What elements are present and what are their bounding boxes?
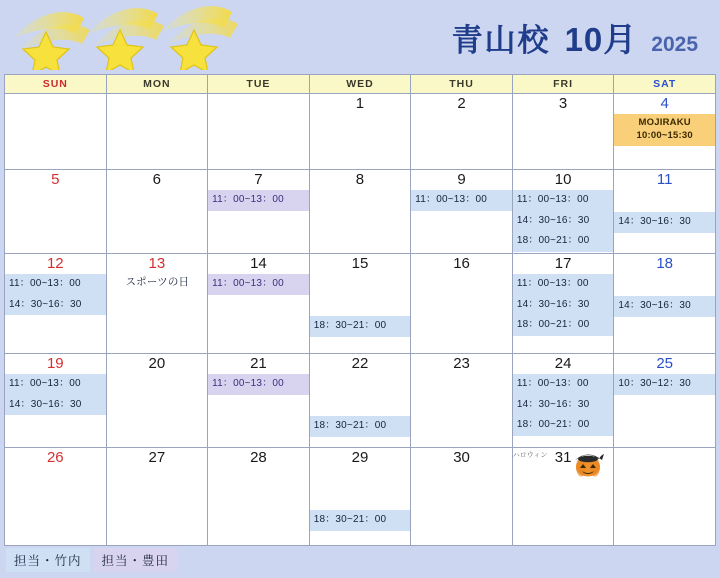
day-number: 30 xyxy=(453,449,470,466)
weekday-wed: WED xyxy=(309,75,411,94)
day-cell[interactable] xyxy=(309,254,411,354)
day-number: 19 xyxy=(46,355,64,372)
spacer xyxy=(310,274,411,316)
page-header xyxy=(0,0,720,74)
school-name: 青山校 xyxy=(451,22,551,58)
day-cell[interactable] xyxy=(411,170,513,254)
day-number: 2 xyxy=(457,95,466,112)
day-cell[interactable] xyxy=(614,170,716,254)
legend-item-toyoda: 担当・豊田 xyxy=(94,548,178,572)
calendar-week-row xyxy=(5,254,716,354)
day-number xyxy=(614,448,715,468)
calendar-week-row xyxy=(5,170,716,254)
day-cell[interactable] xyxy=(106,170,208,254)
event-slot[interactable]: 18：00~21：00 xyxy=(513,231,614,252)
day-number: 21 xyxy=(250,355,267,372)
day-number xyxy=(107,94,208,114)
event-mojiraku[interactable] xyxy=(614,114,715,146)
day-number: 28 xyxy=(250,449,267,466)
weekday-fri: FRI xyxy=(512,75,614,94)
day-number: 16 xyxy=(453,255,470,272)
day-number: 23 xyxy=(453,355,470,372)
event-slot[interactable]: 14：30~16：30 xyxy=(513,295,614,316)
spacer xyxy=(614,274,715,296)
event-slot[interactable]: 11：00~13：00 xyxy=(208,190,309,211)
event-slot[interactable]: 11：00~13：00 xyxy=(513,190,614,211)
weekday-sat: SAT xyxy=(614,75,716,94)
event-slot[interactable]: 11：00~13：00 xyxy=(208,374,309,395)
day-number: 17 xyxy=(554,255,572,272)
holiday-name: スポーツの日 xyxy=(125,276,190,288)
day-cell[interactable] xyxy=(208,354,310,448)
day-cell[interactable] xyxy=(512,254,614,354)
event-title: MOJIRAKU xyxy=(638,117,691,128)
weekday-mon: MON xyxy=(106,75,208,94)
day-cell[interactable] xyxy=(614,254,716,354)
calendar-grid xyxy=(4,74,716,546)
halloween-note: ハロウィン xyxy=(512,452,548,459)
event-slot[interactable]: 11：00~13：00 xyxy=(513,374,614,395)
event-slot[interactable]: 11：00~13：00 xyxy=(411,190,512,211)
shooting-stars-decoration xyxy=(6,4,276,70)
day-cell[interactable] xyxy=(5,254,107,354)
day-number xyxy=(5,94,106,114)
day-cell[interactable] xyxy=(512,170,614,254)
event-slot[interactable]: 11：00~13：00 xyxy=(513,274,614,295)
day-cell[interactable] xyxy=(512,448,614,546)
day-number: 25 xyxy=(656,355,674,372)
day-cell[interactable] xyxy=(614,94,716,170)
event-slot[interactable]: 14：30~16：30 xyxy=(5,395,106,416)
day-number: 7 xyxy=(254,171,263,188)
day-cell[interactable] xyxy=(411,354,513,448)
day-cell[interactable] xyxy=(106,254,208,354)
day-number: 26 xyxy=(46,449,64,466)
event-slot[interactable]: 18：00~21：00 xyxy=(513,315,614,336)
day-number: 10 xyxy=(554,171,572,188)
day-cell[interactable] xyxy=(614,448,716,546)
day-number: 18 xyxy=(656,255,674,272)
day-number: 1 xyxy=(355,95,365,112)
event-slot[interactable]: 11：00~13：00 xyxy=(208,274,309,295)
day-number: 22 xyxy=(351,355,369,372)
day-cell[interactable] xyxy=(208,170,310,254)
day-cell[interactable] xyxy=(309,94,411,170)
day-number: 27 xyxy=(148,449,166,466)
calendar-week-row xyxy=(5,354,716,448)
day-number: 24 xyxy=(554,355,572,372)
event-slot[interactable]: 10：30~12：30 xyxy=(614,374,715,395)
day-cell[interactable] xyxy=(208,448,310,546)
day-number: 31 xyxy=(554,449,572,466)
day-cell[interactable] xyxy=(411,94,513,170)
day-number: 15 xyxy=(351,255,369,272)
event-slot[interactable]: 14：30~16：30 xyxy=(513,395,614,416)
event-slot[interactable]: 18：30~21：00 xyxy=(310,316,411,337)
day-number: 20 xyxy=(148,355,166,372)
day-number: 6 xyxy=(152,171,162,188)
calendar-week-row xyxy=(5,94,716,170)
day-number: 11 xyxy=(656,171,673,188)
event-slot[interactable]: 11：00~13：00 xyxy=(5,274,106,295)
spacer xyxy=(310,374,411,416)
day-cell[interactable] xyxy=(5,354,107,448)
pumpkin-icon xyxy=(571,448,605,478)
day-cell[interactable] xyxy=(208,254,310,354)
legend-item-takeuchi: 担当・竹内 xyxy=(6,548,90,572)
day-cell[interactable] xyxy=(309,448,411,546)
day-number: 8 xyxy=(355,171,365,188)
day-cell[interactable] xyxy=(106,94,208,170)
day-number: 4 xyxy=(660,95,669,112)
event-slot[interactable]: 14：30~16：30 xyxy=(513,211,614,232)
day-cell[interactable] xyxy=(411,254,513,354)
weekday-thu: THU xyxy=(411,75,513,94)
day-cell[interactable] xyxy=(512,354,614,448)
event-slot[interactable]: 18：00~21：00 xyxy=(513,415,614,436)
weekday-tue: TUE xyxy=(208,75,310,94)
weekday-header-row xyxy=(5,75,716,94)
day-cell[interactable] xyxy=(208,94,310,170)
year-label: 2025 xyxy=(651,32,698,56)
event-slot[interactable]: 14：30~16：30 xyxy=(5,295,106,316)
event-slot[interactable]: 18：30~21：00 xyxy=(310,416,411,437)
event-time: 10:00~15:30 xyxy=(636,129,693,141)
spacer xyxy=(614,190,715,212)
day-cell[interactable] xyxy=(5,94,107,170)
day-cell[interactable] xyxy=(106,354,208,448)
calendar-week-row xyxy=(5,448,716,546)
weekday-sun: SUN xyxy=(5,75,107,94)
event-slot[interactable]: 14：30~16：30 xyxy=(614,296,715,317)
day-cell[interactable] xyxy=(5,448,107,546)
event-slot[interactable]: 11：00~13：00 xyxy=(5,374,106,395)
event-slot[interactable]: 18：30~21：00 xyxy=(310,510,411,531)
day-number: 14 xyxy=(250,255,267,272)
day-cell[interactable] xyxy=(309,170,411,254)
day-cell[interactable] xyxy=(106,448,208,546)
day-cell[interactable] xyxy=(309,354,411,448)
event-slot[interactable]: 14：30~16：30 xyxy=(614,212,715,233)
day-number: 3 xyxy=(558,95,568,112)
day-number xyxy=(208,94,309,114)
day-number: 13 xyxy=(148,255,166,272)
legend xyxy=(6,548,177,572)
day-number: 12 xyxy=(46,255,64,272)
day-cell[interactable] xyxy=(411,448,513,546)
month-label: 10月 xyxy=(564,20,638,58)
day-cell[interactable] xyxy=(5,170,107,254)
day-number: 5 xyxy=(51,171,60,188)
spacer xyxy=(310,468,411,510)
day-cell[interactable] xyxy=(614,354,716,448)
day-cell[interactable] xyxy=(512,94,614,170)
day-number: 29 xyxy=(351,449,369,466)
day-number: 9 xyxy=(457,171,466,188)
